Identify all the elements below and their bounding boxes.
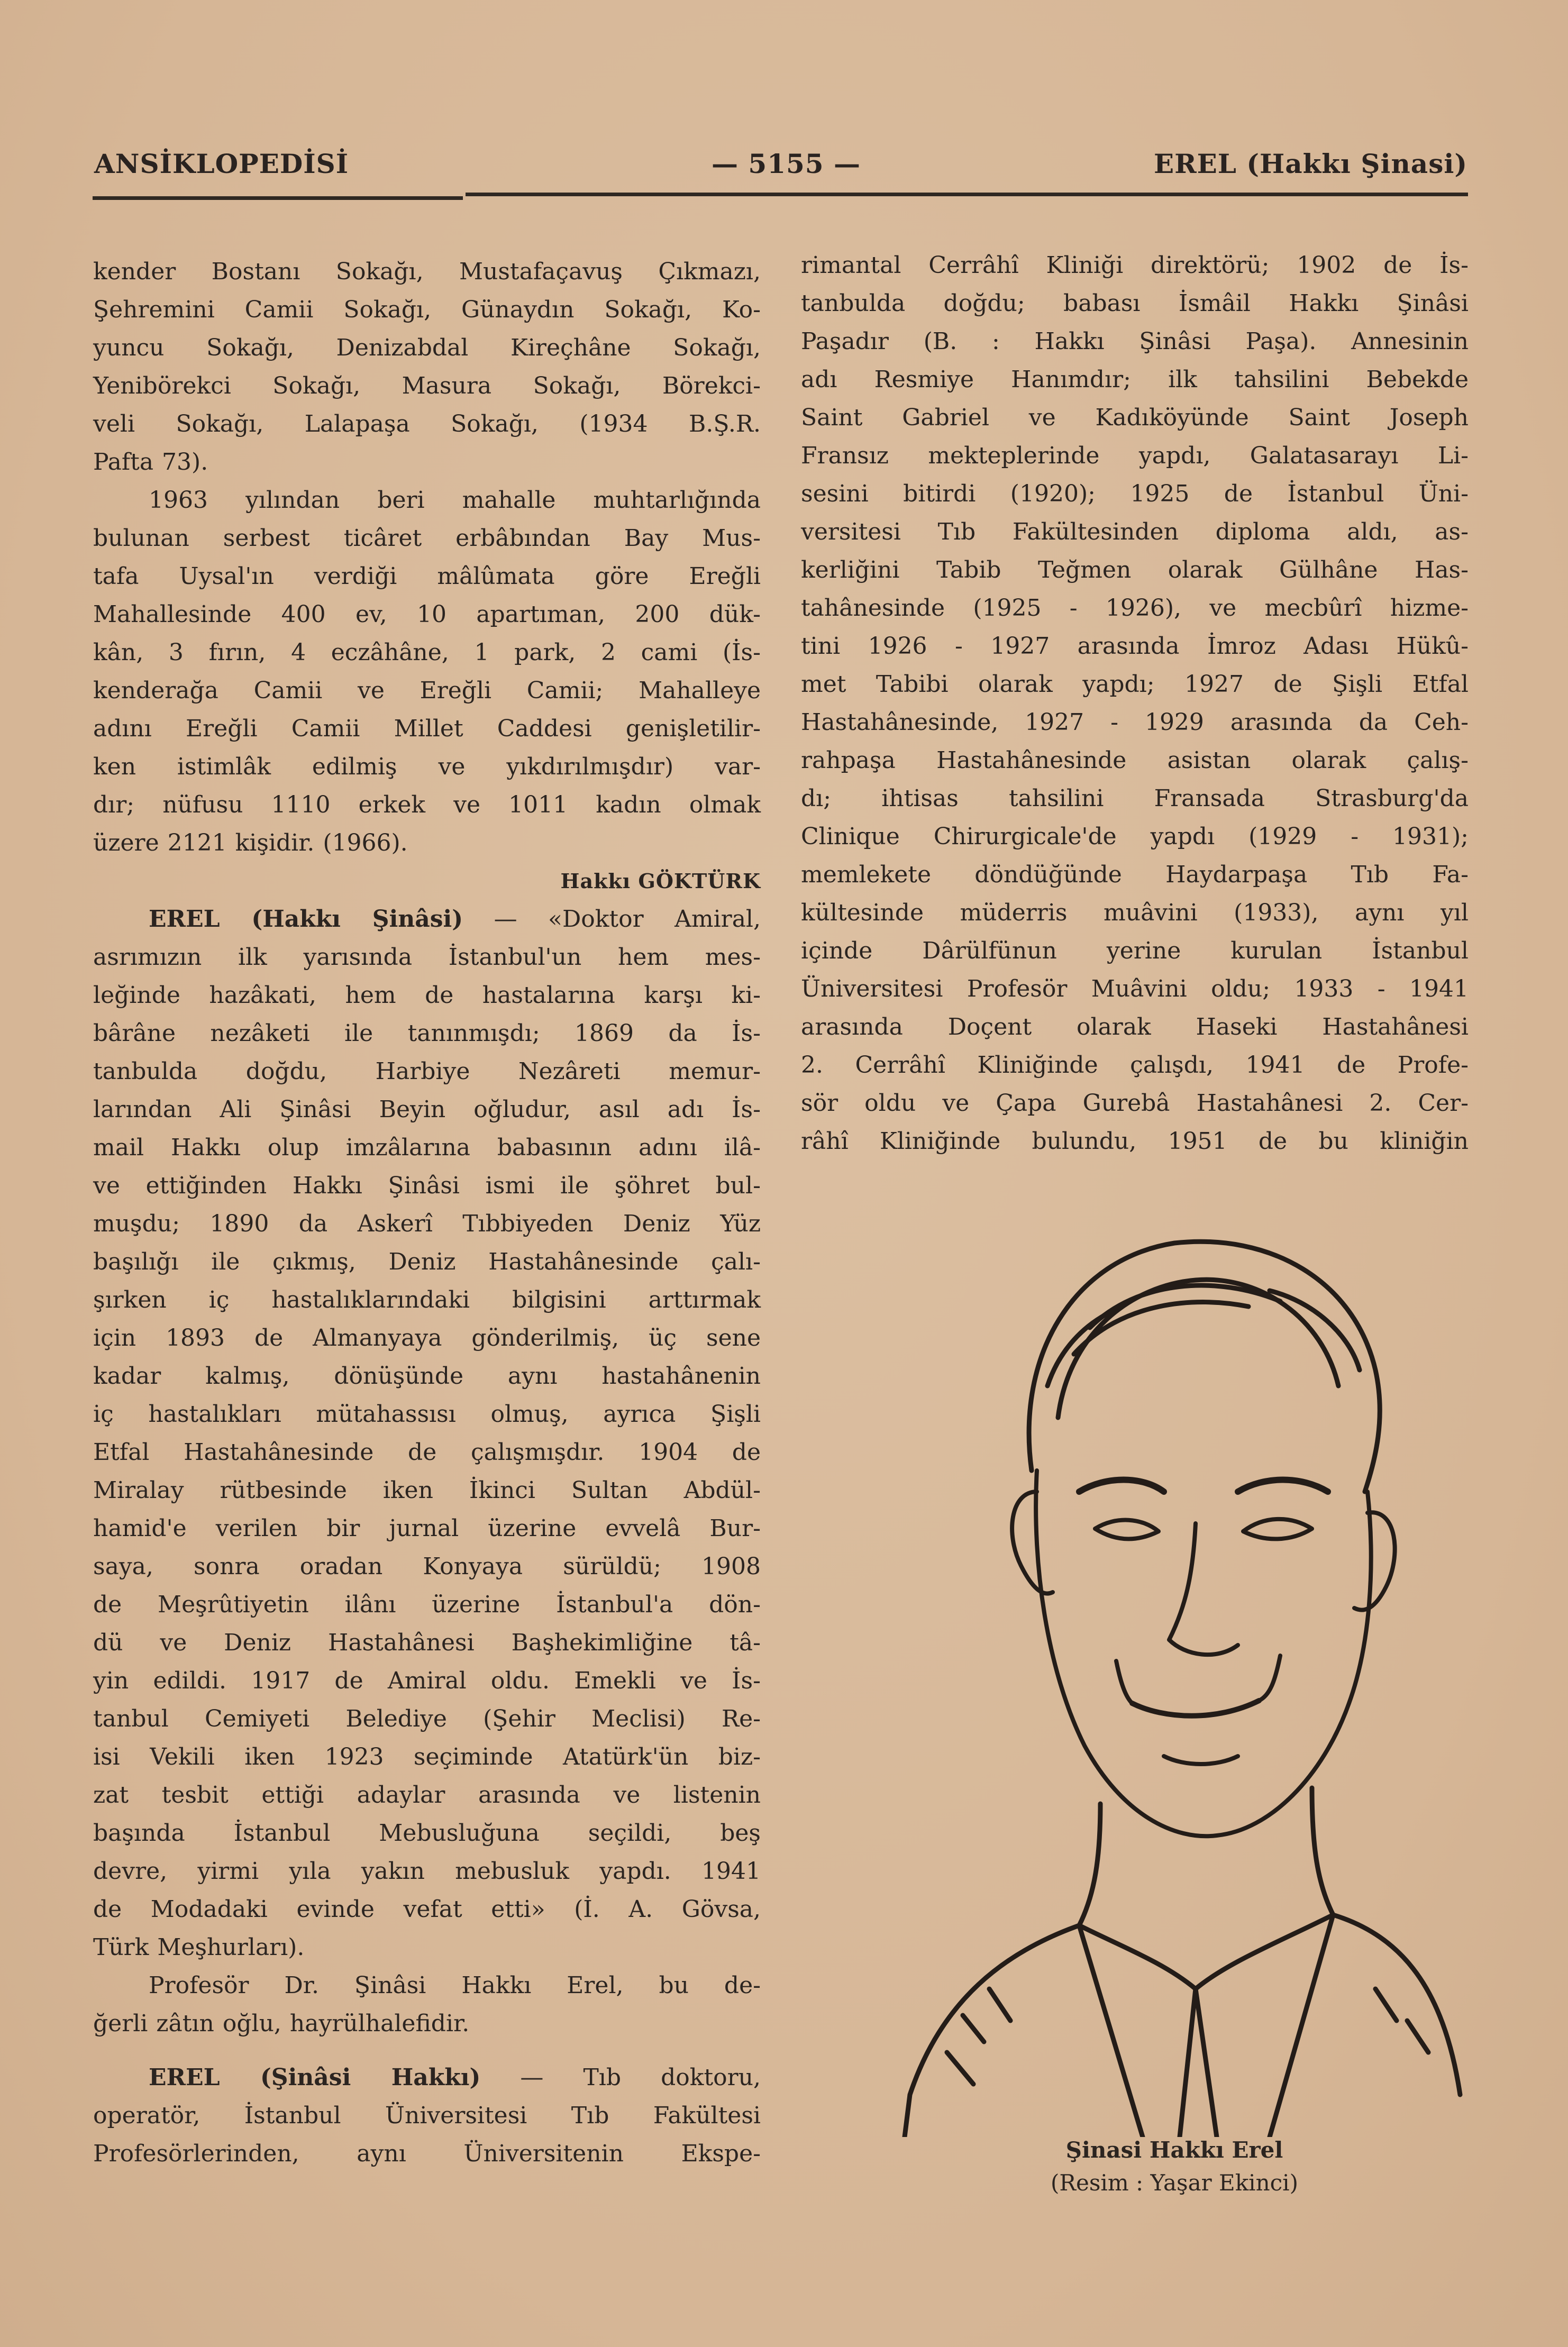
right-ear xyxy=(1354,1512,1395,1610)
text-line: Mahallesinde 400 ev, 10 apartıman, 200 dük- xyxy=(93,601,761,628)
text-line: devre, yirmi yıla yakın mebusluk yapdı. 1941 xyxy=(93,1858,761,1885)
text-line: de Modadaki evinde vefat etti» (İ. A. Gövsa, xyxy=(93,1896,761,1923)
text-line: Etfal Hastahânesinde de çalışmışdır. 1904 de xyxy=(93,1439,761,1466)
text-line: veli Sokağı, Lalapaşa Sokağı, (1934 B.Ş.R. xyxy=(93,410,761,437)
text-line: asrımızın ilk yarısında İstanbul'un hem mes- xyxy=(93,944,761,971)
text-line: iç hastalıkları mütahassısı olmuş, ayrıca Şişli xyxy=(93,1401,761,1428)
text-line: Paşadır (B. : Hakkı Şinâsi Paşa). Annesinin xyxy=(801,328,1469,355)
text-line: üzere 2121 kişidir. (1966). xyxy=(93,829,408,856)
text-line: zat tesbit ettiği adaylar arasında ve listenin xyxy=(93,1782,761,1809)
text-line: sesini bitirdi (1920); 1925 de İstanbul Üni- xyxy=(801,480,1469,507)
text-line: Pafta 73). xyxy=(93,449,208,476)
text-line: tanbulda doğdu, Harbiye Nezâreti memur- xyxy=(93,1058,761,1085)
entry-headword: EREL (Şinâsi Hakkı) xyxy=(149,2064,481,2091)
text-line: Fransız mekteplerinde yapdı, Galatasarayı Li- xyxy=(801,442,1469,469)
left-eye xyxy=(1095,1520,1159,1539)
text-line xyxy=(93,2059,761,2097)
text-line: Üniversitesi Profesör Muâvini oldu; 1933 - 1941 xyxy=(801,975,1469,1002)
text-line: leğinde hazâkati, hem de hastalarına karşı ki- xyxy=(93,982,761,1009)
text-line: tini 1926 - 1927 arasında İmroz Adası Hükû- xyxy=(801,633,1469,660)
text-line: dü ve Deniz Hastahânesi Başhekimliğine tâ- xyxy=(93,1629,761,1656)
text-line: için 1893 de Almanyaya gönderilmiş, üç sene xyxy=(93,1325,761,1351)
text-line: ve ettiğinden Hakkı Şinâsi ismi ile şöhret bul- xyxy=(93,1172,761,1199)
text-line: isi Vekili iken 1923 seçiminde Atatürk'ün biz- xyxy=(93,1743,761,1770)
text-line: tafa Uysal'ın verdiği mâlûmata göre Ereğli xyxy=(93,563,761,590)
text-line: mail Hakkı olup imzâlarına babasının adını ilâ- xyxy=(93,1134,761,1161)
text-line: dır; nüfusu 1110 erkek ve 1011 kadın olmak xyxy=(93,791,761,818)
text-line: Hastahânesinde, 1927 - 1929 arasında da Ceh- xyxy=(801,709,1469,736)
page-number: — 5155 — xyxy=(712,148,861,179)
text-line: operatör, İstanbul Üniversitesi Tıb Fakültesi xyxy=(93,2102,761,2129)
text-line: dı; ihtisas tahsilini Fransada Strasburg'da xyxy=(801,785,1469,812)
author-signature: Hakkı GÖKTÜRK xyxy=(560,869,761,893)
portrait-caption-name: Şinasi Hakkı Erel xyxy=(1065,2137,1283,2163)
hair xyxy=(1029,1241,1380,1492)
text-line: sör oldu ve Çapa Gurebâ Hastahânesi 2. Cer- xyxy=(801,1090,1469,1117)
text-line: Şehremini Camii Sokağı, Günaydın Sokağı, Ko- xyxy=(93,296,761,323)
text-line: Saint Gabriel ve Kadıköyünde Saint Joseph xyxy=(801,404,1469,431)
mouth xyxy=(1132,1701,1259,1716)
text-line: memlekete döndüğünde Haydarpaşa Tıb Fa- xyxy=(801,861,1469,888)
running-head-entry: EREL (Hakkı Şinasi) xyxy=(1154,148,1467,179)
text-line: tahânesinde (1925 - 1926), ve mecbûrî hizme- xyxy=(801,595,1469,622)
text-line: kân, 3 fırın, 4 eczâhâne, 1 park, 2 cami (İs- xyxy=(93,639,761,666)
face xyxy=(1012,1471,1394,1836)
nose xyxy=(1169,1523,1238,1655)
text-line: Türk Meşhurları). xyxy=(93,1934,305,1961)
text-line: yin edildi. 1917 de Amiral oldu. Emekli ve İs- xyxy=(93,1667,761,1694)
header-rule xyxy=(466,193,1468,196)
collar xyxy=(1079,1915,1333,1989)
text-line: Miralay rütbesinde iken İkinci Sultan Abdül- xyxy=(93,1477,761,1504)
text-line: met Tabibi olarak yapdı; 1927 de Şişli Etfal xyxy=(801,671,1469,698)
text-line: larından Ali Şinâsi Beyin oğludur, asıl adı İs- xyxy=(93,1096,761,1123)
text-line: adı Resmiye Hanımdır; ilk tahsilini Bebekde xyxy=(801,366,1469,393)
left-column xyxy=(93,253,761,2173)
text-line: tanbul Cemiyeti Belediye (Şehir Meclisi) Re- xyxy=(93,1705,761,1732)
text-line: bulunan serbest ticâret erbâbından Bay Mus- xyxy=(93,525,761,552)
text-line: Yenibörekci Sokağı, Masura Sokağı, Börekci- xyxy=(93,372,761,399)
text-line: kadar kalmış, dönüşünde aynı hastahânenin xyxy=(93,1363,761,1390)
text-line: rimantal Cerrâhî Kliniği direktörü; 1902 de İs- xyxy=(801,252,1469,279)
portrait-illustration xyxy=(899,1195,1465,2137)
text-line: râhî Kliniğinde bulundu, 1951 de bu kliniğin xyxy=(801,1128,1469,1155)
text-line: başılığı ile çıkmış, Deniz Hastahânesinde çalı- xyxy=(93,1248,761,1275)
text-line: kültesinde müderris muâvini (1933), aynı yıl xyxy=(801,899,1469,926)
text-line: Clinique Chirurgicale'de yapdı (1929 - 1931); xyxy=(801,823,1469,850)
left-ear xyxy=(1012,1492,1053,1594)
text-line: versitesi Tıb Fakültesinden diploma aldı, as- xyxy=(801,518,1469,545)
running-head-title: ANSİKLOPEDİSİ xyxy=(94,148,349,179)
header-rule xyxy=(93,196,463,200)
text-line xyxy=(93,900,761,938)
text-line: muşdu; 1890 da Askerî Tıbbiyeden Deniz Yüz xyxy=(93,1210,761,1237)
text-line: bârâne nezâketi ile tanınmışdı; 1869 da İs- xyxy=(93,1020,761,1047)
text-line: ken istimlâk edilmiş ve yıkdırılmışdır) var- xyxy=(93,753,761,780)
text-line: kenderağa Camii ve Ereğli Camii; Mahalleye xyxy=(93,677,761,704)
text-line: ğerli zâtın oğlu, hayrülhalefidir. xyxy=(93,2010,470,2037)
right-column xyxy=(801,246,1469,1161)
text-line: Profesörlerinden, aynı Üniversitenin Ekspe- xyxy=(93,2140,761,2167)
portrait-caption-credit: (Resim : Yaşar Ekinci) xyxy=(1051,2170,1298,2196)
text-line: de Meşrûtiyetin ilânı üzerine İstanbul'a dön- xyxy=(93,1591,761,1618)
text-line: kerliğini Tabib Teğmen olarak Gülhâne Has- xyxy=(801,556,1469,583)
text-line: arasında Doçent olarak Haseki Hastahânesi xyxy=(801,1013,1469,1040)
text-line: şırken iç hastalıklarındaki bilgisini arttırmak xyxy=(93,1286,761,1313)
text-line: 2. Cerrâhî Kliniğinde çalışdı, 1941 de Profe- xyxy=(801,1052,1469,1079)
left-eyebrow xyxy=(1079,1480,1164,1492)
text-line-rest: — «Doktor Amiral, xyxy=(463,906,761,933)
text-line-rest: — Tıb doktoru, xyxy=(480,2064,761,2091)
text-line: yuncu Sokağı, Denizabdal Kireçhâne Sokağı, xyxy=(93,334,761,361)
text-line: adını Ereğli Camii Millet Caddesi genişletilir- xyxy=(93,715,761,742)
text-line: kender Bostanı Sokağı, Mustafaçavuş Çıkmazı, xyxy=(93,258,761,285)
text-line: saya, sonra oradan Konyaya sürüldü; 1908 xyxy=(93,1553,761,1580)
text-line: başında İstanbul Mebusluğuna seçildi, beş xyxy=(93,1820,761,1847)
tie xyxy=(1180,1989,1196,2137)
right-eyebrow xyxy=(1238,1480,1328,1492)
text-line: rahpaşa Hastahânesinde asistan olarak çalış- xyxy=(801,747,1469,774)
text-line: hamid'e verilen bir jurnal üzerine evvelâ Bur- xyxy=(93,1515,761,1542)
entry-headword: EREL (Hakkı Şinâsi) xyxy=(149,906,463,933)
suit xyxy=(905,1788,1460,2137)
text-line: içinde Dârülfünun yerine kurulan İstanbul xyxy=(801,937,1469,964)
text-line: Profesör Dr. Şinâsi Hakkı Erel, bu de- xyxy=(149,1972,761,1999)
right-eye xyxy=(1243,1519,1312,1539)
text-line: tanbulda doğdu; babası İsmâil Hakkı Şinâsi xyxy=(801,290,1469,317)
text-line: 1963 yılından beri mahalle muhtarlığında xyxy=(149,487,761,514)
